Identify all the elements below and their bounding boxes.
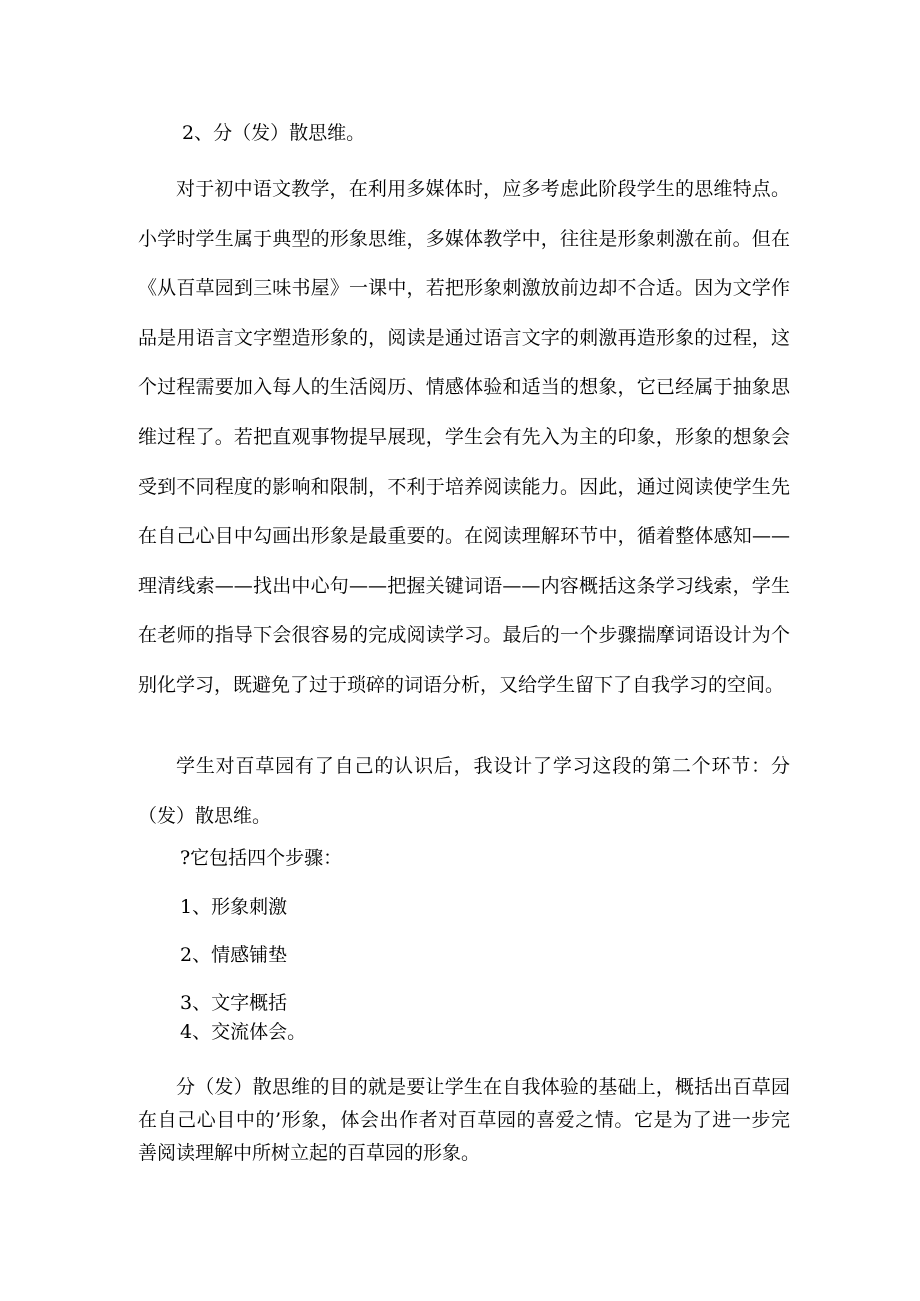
step-item-1: 1、形象刺激 xyxy=(180,896,288,918)
paragraph-divergent-thinking: 分（发）散思维的目的就是要让学生在自我体验的基础上，概括出百草园在自己心目中的’形象，体会出作者对百草园的喜爱之情。它是为了进一步完善阅读理解中所树立起的百草园的形象。 xyxy=(138,1076,790,1164)
step-item-3: 3、文字概括 xyxy=(180,992,288,1014)
paragraph-multimedia-teaching: 对于初中语文教学，在利用多媒体时，应多考虑此阶段学生的思维特点。小学时学生属于典型的形象思维，多媒体教学中，往往是形象刺激在前。但在《从百草园到三味书屋》一课中，若把形象刺激放前边却不合适。因为文学作品是用语言文字塑造形象的，阅读是通过语言文字的刺激再造形象的过程，这个过程需要加入每人的生活阅历、情感体验和适当的想象，它已经属于抽象思维过程了。若把直观事物提早展现，学生会有先入为主的印象，形象的想象会受到不同程度的影响和限制，不利于培养阅读能力。因此，通过阅读使学生先在自己心目中勾画出形象是最重要的。在阅读理解环节中，循着整体感知——理清线索——找出中心句——把握关键词语——内容概括这条学习线索，学生在老师的指导下会很容易的完成阅读学习。最后的一个步骤揣摩词语设计为个别化学习，既避免了过于琐碎的词语分析，又给学生留下了自我学习的空间。 xyxy=(138,178,790,696)
step-item-4: 4、交流体会。 xyxy=(180,1021,307,1043)
paragraph-second-stage: 学生对百草园有了自己的认识后，我设计了学习这段的第二个环节：分（发）散思维。 xyxy=(138,755,790,827)
steps-intro: ?它包括四个步骤： xyxy=(180,847,343,869)
step-item-2: 2、情感铺垫 xyxy=(180,944,288,966)
section-heading: 2、分（发）散思维。 xyxy=(182,122,366,144)
